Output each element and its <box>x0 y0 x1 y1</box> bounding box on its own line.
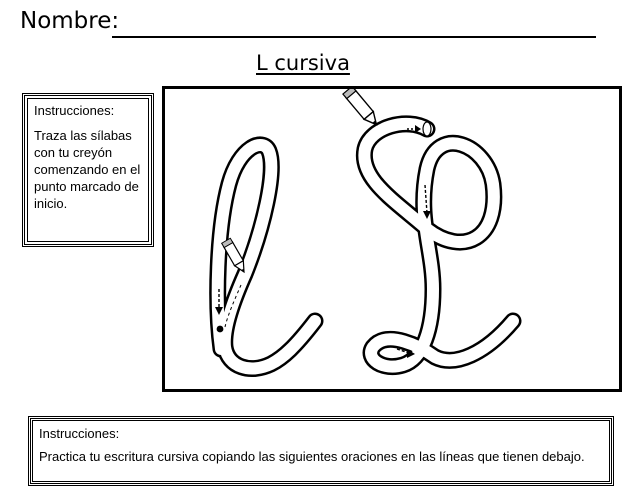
pencil-icon <box>343 89 381 129</box>
tracing-frame <box>162 86 622 392</box>
instructions-box-inner <box>27 98 149 242</box>
name-label: Nombre: <box>20 8 120 34</box>
name-write-line[interactable] <box>112 36 596 38</box>
page-title: L cursiva <box>256 51 350 75</box>
instructions-text: Practica tu escritura cursiva copiando las siguientes oraciones en las líneas que tienen debajo. <box>39 449 585 464</box>
name-field-row <box>20 6 580 42</box>
instructions-heading: Instrucciones: <box>39 426 120 441</box>
tracing-illustration <box>165 89 622 392</box>
instructions-box-inner <box>32 420 610 482</box>
instructions-text: Traza las sílabas con tu creyón comenzando en el punto marcado de inicio. <box>34 128 141 211</box>
instructions-heading: Instrucciones: <box>34 103 115 118</box>
start-point-icon <box>217 326 224 333</box>
instructions-box-practice <box>28 416 614 486</box>
uppercase-l-letter <box>364 122 513 367</box>
instructions-box-tracing <box>22 93 154 247</box>
